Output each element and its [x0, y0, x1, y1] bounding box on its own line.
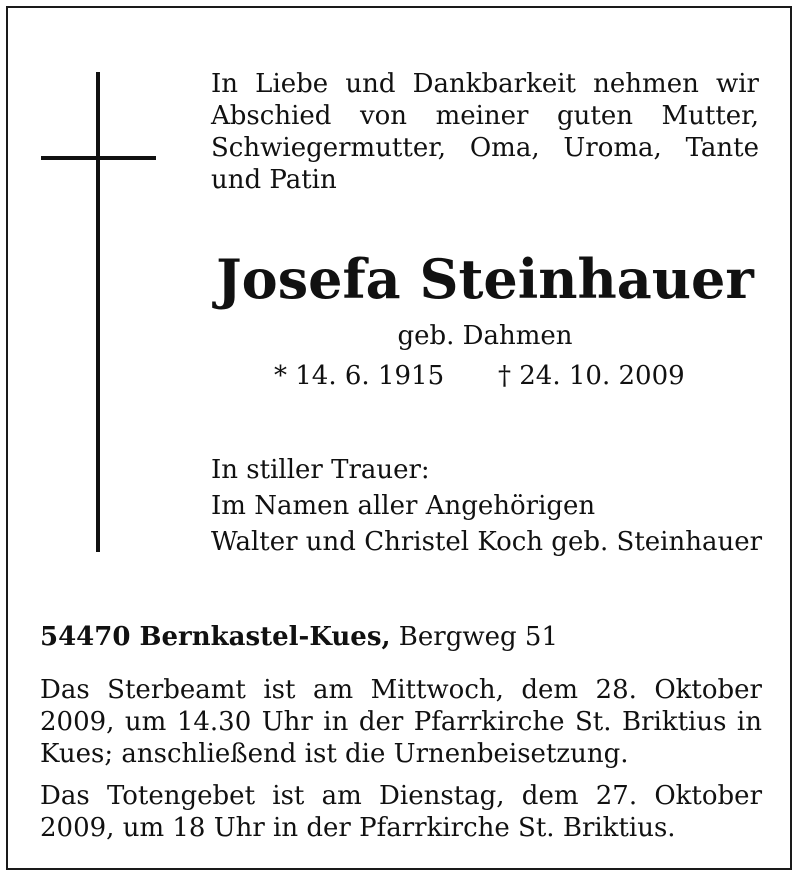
- intro-text: In Liebe und Dankbarkeit nehmen wir Abschied von meiner guten Mutter, Schwiegermutter, Oma, Uroma, Tante und Patin: [211, 69, 759, 195]
- birth-date: * 14. 6. 1915: [274, 361, 445, 391]
- mourners-heading: In stiller Trauer:: [211, 455, 430, 485]
- cross-icon-crossbar: [41, 156, 156, 160]
- birth-name: geb. Dahmen: [397, 321, 573, 351]
- address-street: Bergweg 51: [398, 622, 558, 652]
- mourners-names: Walter und Christel Koch geb. Steinhauer: [211, 527, 763, 557]
- funeral-service-text: Das Sterbeamt ist am Mittwoch, dem 28. Oktober 2009, um 14.30 Uhr in der Pfarrkirche St. Briktius in Kues; anschließend ist die Urnenbeisetzung.: [40, 675, 762, 769]
- mourners-block: [211, 452, 762, 560]
- prayer-service-text: Das Totengebet ist am Dienstag, dem 27. Oktober 2009, um 18 Uhr in der Pfarrkirche St. Briktius.: [40, 781, 762, 843]
- cross-icon: [96, 72, 100, 552]
- address: [40, 620, 558, 654]
- mourners-line: Im Namen aller Angehörigen: [211, 491, 596, 521]
- address-place: 54470 Bernkastel-Kues,: [40, 622, 391, 652]
- death-date: † 24. 10. 2009: [498, 361, 685, 391]
- deceased-name: Josefa Steinhauer: [216, 247, 754, 311]
